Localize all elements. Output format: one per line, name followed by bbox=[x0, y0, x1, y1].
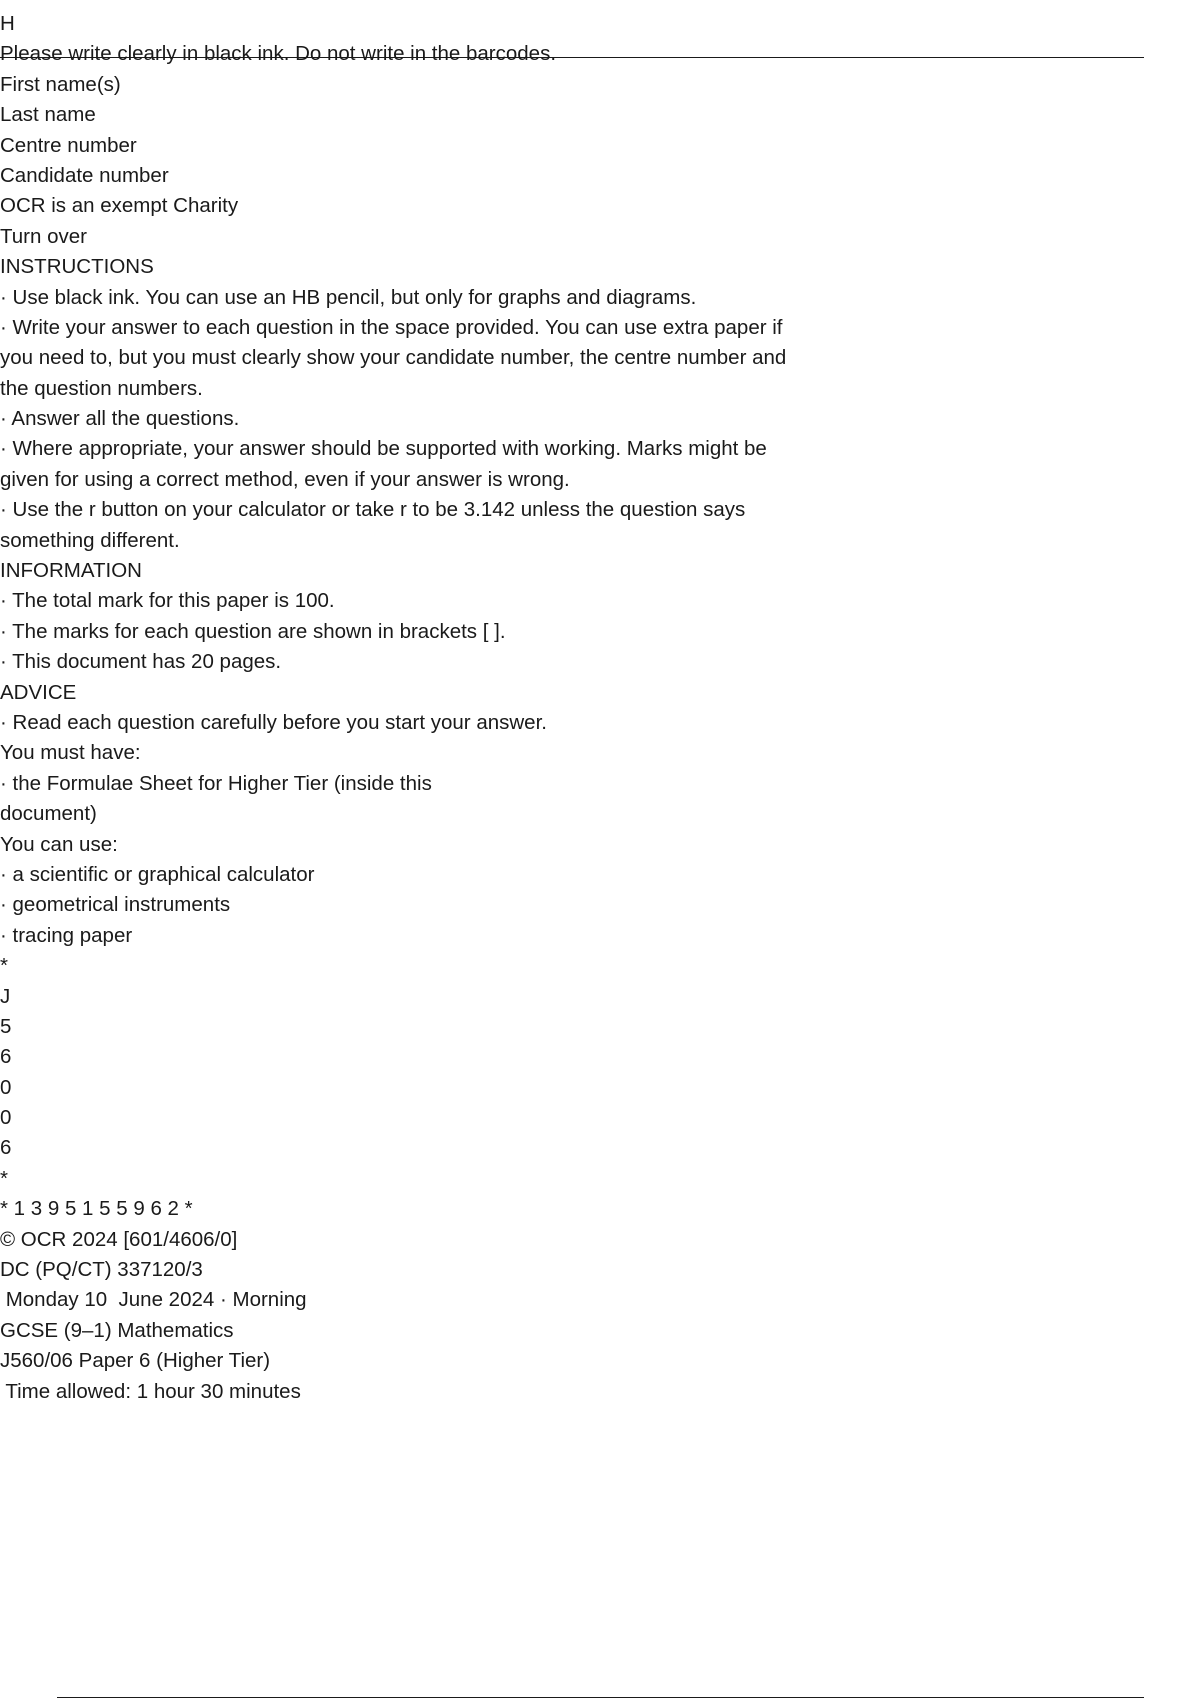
can-use-line: · geometrical instruments bbox=[0, 893, 231, 917]
last-name-label: Last name bbox=[0, 103, 96, 127]
information-line: · The marks for each question are shown in brackets [ ]. bbox=[0, 619, 506, 643]
instruction-line: something different. bbox=[0, 528, 180, 552]
can-use-line: · tracing paper bbox=[0, 923, 133, 947]
turn-over-label: Turn over bbox=[0, 224, 87, 248]
paper-code-char: 0 bbox=[0, 1075, 12, 1099]
paper-code-char: 6 bbox=[0, 1045, 12, 1069]
instruction-line: · Write your answer to each question in the space provided. You can use extra paper if bbox=[0, 315, 783, 339]
paper-code-char: J bbox=[0, 984, 11, 1008]
centre-number-label: Centre number bbox=[0, 133, 137, 157]
time-allowed: Time allowed: 1 hour 30 minutes bbox=[0, 1379, 301, 1403]
information-line: · This document has 20 pages. bbox=[0, 650, 282, 674]
paper-code-char: * bbox=[0, 1166, 8, 1190]
paper-code-char: * bbox=[0, 954, 8, 978]
paper-code-char: 6 bbox=[0, 1136, 12, 1160]
instruction-line: the question numbers. bbox=[0, 376, 203, 400]
advice-heading: ADVICE bbox=[0, 680, 77, 704]
paper-title: J560/06 Paper 6 (Higher Tier) bbox=[0, 1349, 271, 1373]
can-use-heading: You can use: bbox=[0, 832, 118, 856]
tier-letter: H bbox=[0, 12, 15, 35]
footer-rule bbox=[57, 1697, 1144, 1698]
instruction-line: you need to, but you must clearly show your candidate number, the centre number and bbox=[0, 346, 787, 370]
advice-line: · Read each question carefully before you start your answer. bbox=[0, 710, 547, 734]
instructions-heading: INSTRUCTIONS bbox=[0, 255, 154, 279]
copyright: © OCR 2024 [601/4606/0] bbox=[0, 1227, 238, 1251]
paper-code-char: 5 bbox=[0, 1014, 12, 1038]
paper-code-char: 0 bbox=[0, 1106, 12, 1130]
barcode-instruction: Please write clearly in black ink. Do not write in the barcodes. bbox=[0, 42, 557, 66]
must-have-line: document) bbox=[0, 802, 97, 826]
barcode-number: * 1 3 9 5 1 5 5 9 6 2 * bbox=[0, 1197, 193, 1221]
qualification: GCSE (9–1) Mathematics bbox=[0, 1318, 234, 1342]
first-name-label: First name(s) bbox=[0, 72, 121, 96]
instruction-line: given for using a correct method, even if your answer is wrong. bbox=[0, 467, 570, 491]
doc-ref: DC (PQ/CT) 337120/3 bbox=[0, 1258, 203, 1282]
instruction-line: · Answer all the questions. bbox=[0, 407, 240, 431]
must-have-heading: You must have: bbox=[0, 741, 141, 765]
instruction-line: · Where appropriate, your answer should be supported with working. Marks might be bbox=[0, 437, 767, 461]
charity-note: OCR is an exempt Charity bbox=[0, 194, 239, 218]
exam-date: Monday 10 June 2024 · Morning bbox=[0, 1288, 307, 1312]
instruction-line: · Use black ink. You can use an HB pencil, but only for graphs and diagrams. bbox=[0, 285, 697, 309]
candidate-number-label: Candidate number bbox=[0, 163, 169, 187]
information-line: · The total mark for this paper is 100. bbox=[0, 589, 335, 613]
can-use-line: · a scientific or graphical calculator bbox=[0, 862, 315, 886]
document-text bbox=[0, 9, 900, 1407]
instruction-line: · Use the r button on your calculator or take r to be 3.142 unless the question says bbox=[0, 498, 746, 522]
information-heading: INFORMATION bbox=[0, 559, 142, 583]
must-have-line: · the Formulae Sheet for Higher Tier (inside this bbox=[0, 771, 432, 795]
